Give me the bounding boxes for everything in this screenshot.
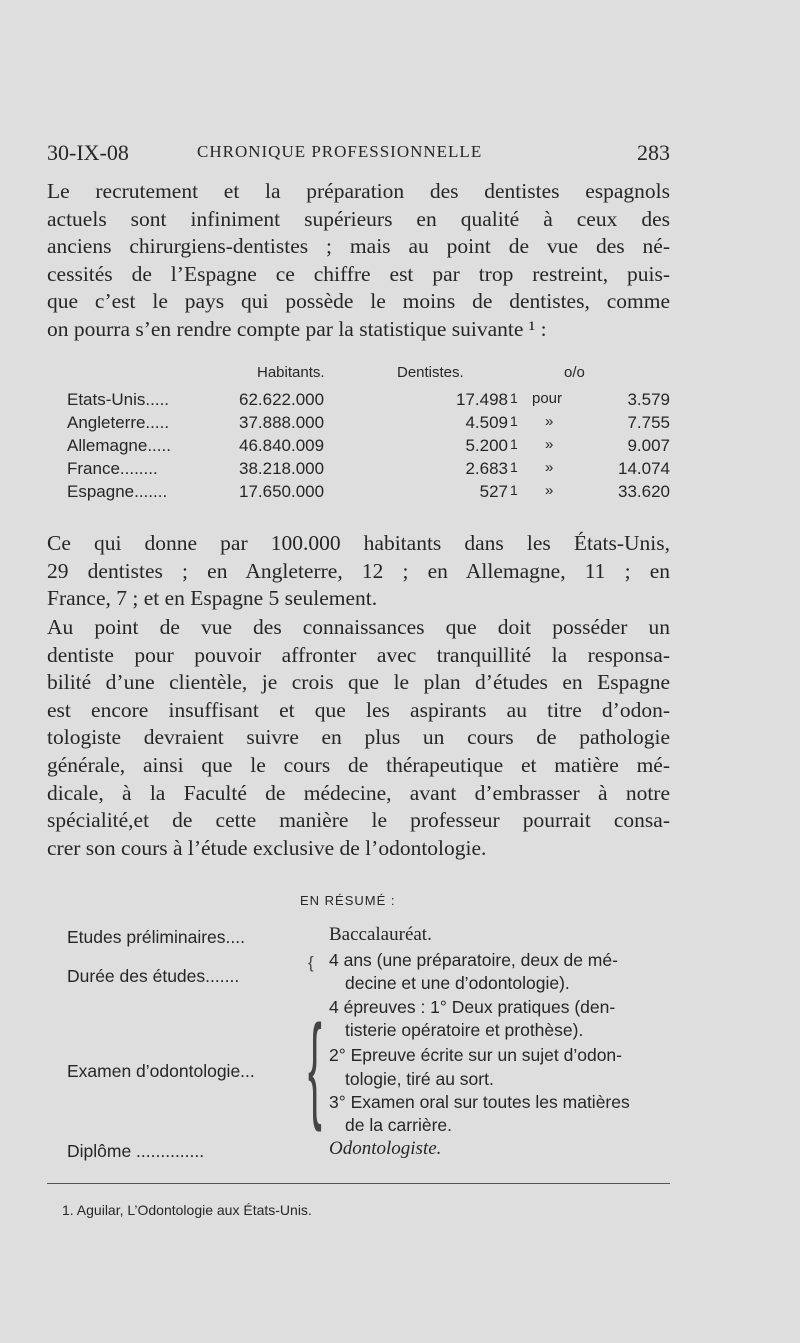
value-examen-line: tisterie opératoire et prothèse).: [345, 1020, 584, 1040]
value-etudes: Baccalauréat.: [329, 924, 432, 945]
value-examen-line: 2° Epreuve écrite sur un sujet d’odon-: [329, 1045, 622, 1065]
paragraph-studies: [47, 614, 670, 862]
text-line: dentiste pour pouvoir affronter avec tranquillité la responsa-: [47, 642, 670, 667]
brace-examen: {: [308, 1001, 322, 1133]
column-header-dentistes: Dentistes.: [397, 364, 464, 381]
text-line: Le recrutement et la préparation des dentistes espagnols: [47, 179, 670, 203]
cell-one: 1: [510, 390, 518, 406]
header-date: 30-IX-08: [47, 140, 129, 165]
value-examen-line: 4 épreuves : 1° Deux pratiques (den-: [329, 997, 616, 1017]
label-examen: Examen d’odontologie...: [67, 1061, 255, 1081]
resume-summary: [67, 924, 677, 1164]
cell-country: Angleterre.....: [67, 413, 170, 432]
column-header-habitants: Habitants.: [257, 364, 325, 381]
table-row: [67, 436, 670, 459]
cell-pour: »: [545, 482, 554, 499]
text-line: bilité d’une clientèle, je crois que le plan d’études en Espagne: [47, 670, 670, 695]
label-etudes: Etudes préliminaires....: [67, 927, 245, 947]
text-line: actuels sont infiniment supérieurs en qualité à ceux des: [47, 206, 670, 231]
cell-habitants: 38.218.000: [239, 459, 325, 478]
cell-pour: »: [545, 413, 554, 430]
text-line: dicale, à la Faculté de médecine, avant d’embrasser à notre: [47, 780, 670, 805]
value-duree-line: decine et une d’odontologie).: [345, 973, 570, 993]
cell-dentistes: 4.509: [465, 413, 508, 432]
cell-country: Allemagne.....: [67, 436, 171, 455]
footnote-divider: [47, 1183, 670, 1184]
text-line: cessités de l’Espagne ce chiffre est par trop restreint, puis-: [47, 261, 670, 286]
cell-dentistes: 5.200: [465, 436, 508, 455]
cell-ratio: 33.620: [618, 482, 670, 501]
header-title: CHRONIQUE PROFESSIONNELLE: [197, 142, 483, 161]
text-line: Au point de vue des connaissances que doit posséder un: [47, 615, 670, 639]
table-row: [67, 482, 670, 505]
cell-habitants: 46.840.009: [239, 436, 325, 455]
value-examen-line: 3° Examen oral sur toutes les matières: [329, 1092, 630, 1112]
cell-ratio: 7.755: [627, 413, 670, 432]
paragraph-per-100000: [47, 530, 670, 613]
cell-dentistes: 17.498: [456, 390, 508, 409]
value-examen-line: tologie, tiré au sort.: [345, 1069, 494, 1089]
cell-dentistes: 2.683: [465, 459, 508, 478]
text-line: Ce qui donne par 100.000 habitants dans les États-Unis,: [47, 531, 670, 555]
text-line: générale, ainsi que le cours de thérapeutique et matière mé-: [47, 752, 670, 777]
cell-one: 1: [510, 482, 518, 498]
cell-country: France........: [67, 459, 158, 478]
label-duree: Durée des études.......: [67, 966, 240, 986]
value-diplome: Odontologiste.: [329, 1138, 442, 1159]
cell-pour: »: [545, 459, 554, 476]
page-number: 283: [637, 140, 670, 165]
cell-ratio: 14.074: [618, 459, 670, 478]
brace-duree: {: [308, 953, 314, 972]
value-duree-line: 4 ans (une préparatoire, deux de mé-: [329, 950, 618, 970]
text-line: est encore insuffisant et que les aspirants au titre d’odon-: [47, 697, 670, 722]
cell-country: Espagne.......: [67, 482, 168, 501]
cell-habitants: 17.650.000: [239, 482, 325, 501]
text-line: tologiste devraient suivre en plus un cours de pathologie: [47, 725, 670, 750]
cell-pour: »: [545, 436, 554, 453]
text-line: que c’est le pays qui possède le moins de dentistes, comme: [47, 289, 670, 314]
resume-heading: EN RÉSUMÉ :: [300, 893, 396, 908]
column-header-percent: o/o: [564, 364, 585, 381]
footnote: 1. Aguilar, L’Odontologie aux États-Unis.: [62, 1202, 312, 1218]
cell-country: Etats-Unis.....: [67, 390, 170, 409]
text-line: anciens chirurgiens-dentistes ; mais au point de vue des né-: [47, 234, 670, 259]
cell-dentistes: 527: [479, 482, 508, 501]
cell-habitants: 37.888.000: [239, 413, 325, 432]
text-line: crer son cours à l’étude exclusive de l’odontologie.: [47, 835, 487, 860]
cell-habitants: 62.622.000: [239, 390, 325, 409]
paragraph-recruitment: [47, 178, 670, 344]
table-row: [67, 390, 670, 413]
text-line: 29 dentistes ; en Angleterre, 12 ; en Allemagne, 11 ; en: [47, 558, 670, 583]
cell-one: 1: [510, 436, 518, 452]
cell-ratio: 3.579: [627, 390, 670, 409]
text-line: on pourra s’en rendre compte par la statistique suivante ¹ :: [47, 316, 547, 341]
cell-one: 1: [510, 413, 518, 429]
label-diplome: Diplôme ..............: [67, 1141, 205, 1161]
text-line: France, 7 ; et en Espagne 5 seulement.: [47, 586, 378, 611]
cell-one: 1: [510, 459, 518, 475]
table-row: [67, 413, 670, 436]
value-examen-line: de la carrière.: [345, 1115, 452, 1135]
table-row: [67, 459, 670, 482]
running-header: [47, 140, 670, 170]
text-line: spécialité,et de cette manière le professeur pourrait consa-: [47, 808, 670, 833]
cell-pour: pour: [532, 390, 563, 407]
cell-ratio: 9.007: [627, 436, 670, 455]
